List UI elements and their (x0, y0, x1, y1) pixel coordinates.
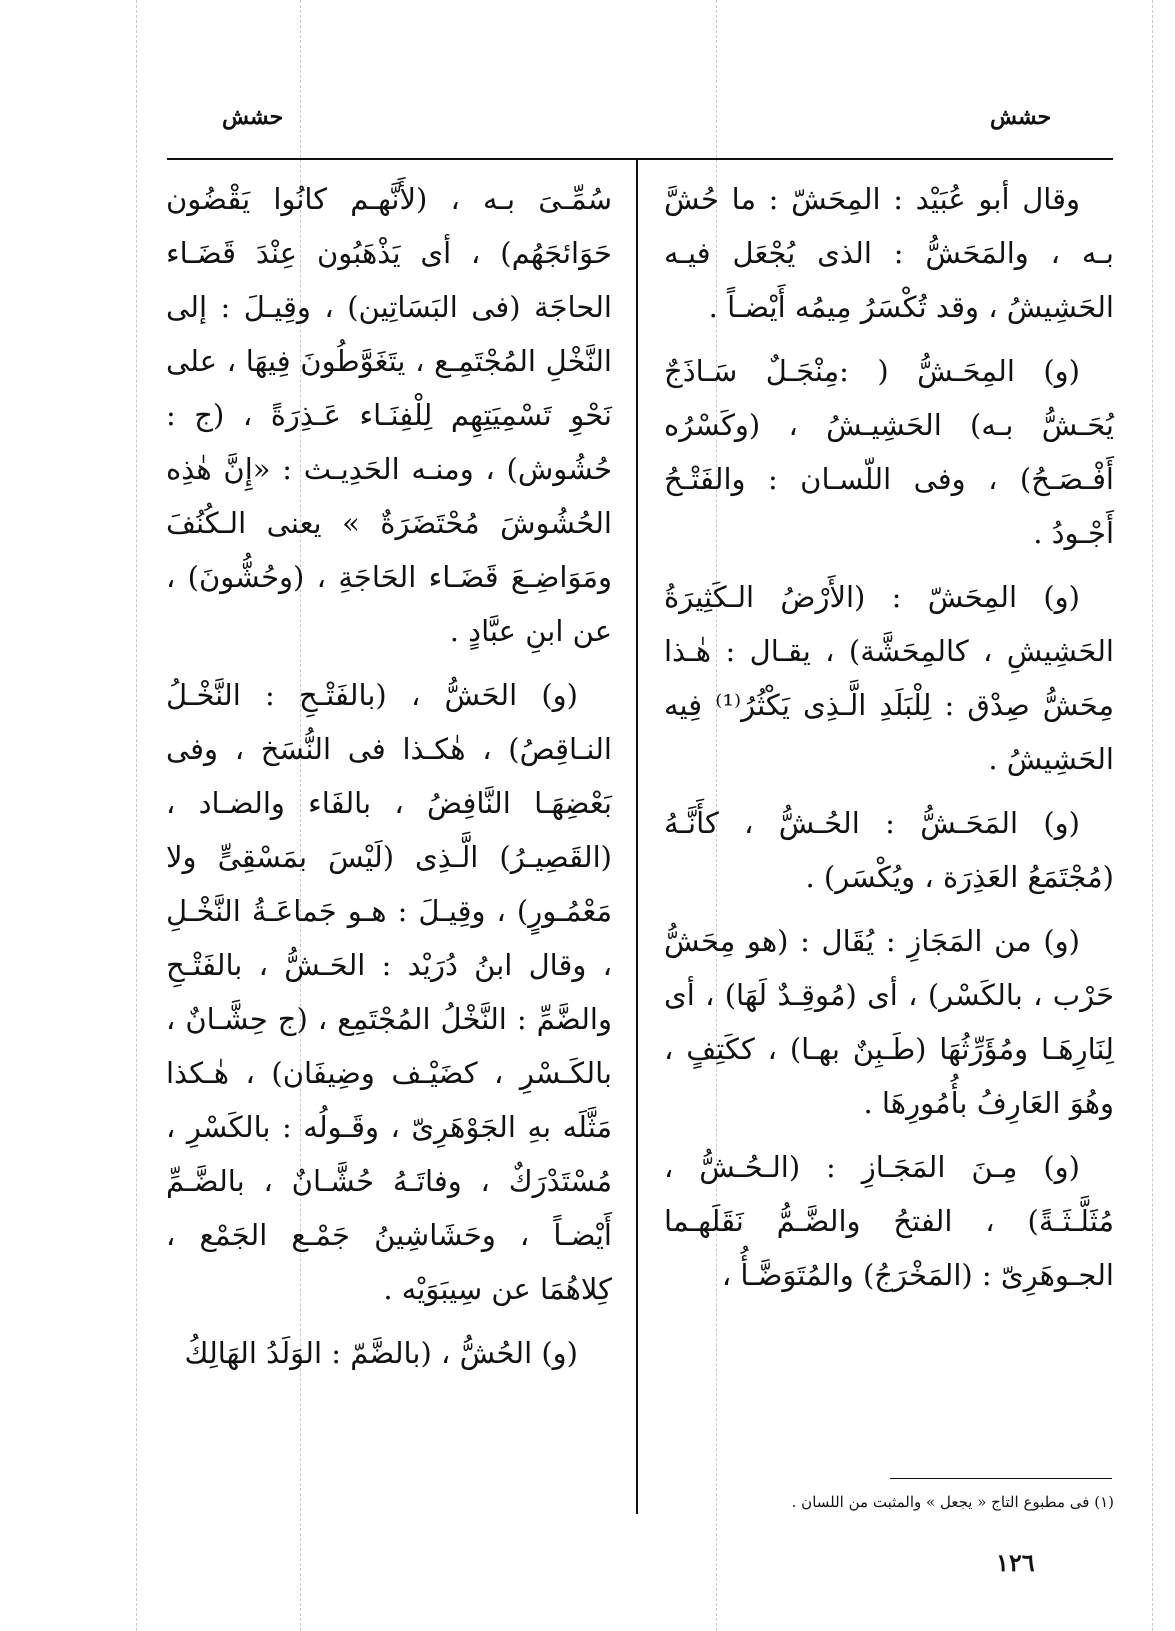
page-number: ١٢٦ (996, 1548, 1035, 1577)
entry-paragraph: (و) المِحَـشُّ ( :مِنْجَـلٌ سَـاذَجٌ يُحَـشُّ بـه) الحَشِيـشُ ، (وكَسْرُه أَفْـصَـحُ) ، وفى اللّسـان : والفَتْـحُ أَجْـودُ . (664, 354, 1114, 550)
right-column (664, 172, 1114, 1312)
entry-paragraph: وقال أبو عُبَيْد : المِحَشّ : ما حُشَّ بـه ، والمَحَشُّ : الذى يُجْعَل فيـه الحَشِيشُ ، وقد تُكْسَرُ مِيمُه أَيْضـاً . (664, 182, 1114, 324)
running-head-right: حشش (990, 104, 1052, 130)
entry-paragraph: (و) المَحَـشُّ : الحُـشُّ ، كأَنَّـهُ (مُجْتَمَعُ العَذِرَة ، ويُكْسَر) . (664, 806, 1114, 894)
entry-paragraph: (و) من المَجَازِ : يُقَال : (هو مِحَشُّ حَرْب ، بالكَسْر) ، أى (مُوقِـدٌ لَهَا) ، أى لِنَارِهَـا ومُؤَرِّثُهَا (طَـبِنٌ بهـا) ، ككَتِفٍ ، وهُوَ العَارِفُ بأُمُورِهَا . (664, 924, 1114, 1120)
entry-paragraph: (و) مِـنَ المَجَـازِ : (الـحُـشُّ ، مُثَلَّـثَـةً) ، الفتحُ والضَّـمُّ نَقَلَهـما الجـوهَرِىّ : (المَخْرَجُ) والمُتَوَضَّـأُ ، (664, 1150, 1114, 1292)
footnote: (١) فى مطبوع التاج « يجعل » والمثبت من اللسان . (791, 1493, 1114, 1511)
header-rule (167, 158, 1113, 160)
scan-guide-line (136, 0, 137, 1631)
scan-guide-line (1152, 0, 1153, 1631)
entry-paragraph: سُمِّـىَ بـه ، (لأَنَّهـم كانُوا يَقْضُون حَوَائجَهُم) ، أى يَذْهَبُون عِنْدَ قَضَـاء الحاجَة (فى البَسَاتِين) ، وقِيـلَ : إلى النَّخْلِ المُجْتَمِـع ، يتَغَوَّطُونَ فِيهَا ، على نَحْوِ تَسْمِيَتِهِم لِلْفِنَـاء عَـذِرَةً ، (ج : حُشُوش) ، ومنـه الحَدِيـث : «إِنَّ هٰذِه الحُشُوشَ مُحْتَضَرَةٌ » يعنى الـكُنُفَ ومَوَاضِـعَ قَضَـاء الحَاجَةِ ، (وحُشُّونَ) ، عن ابنِ عبَّادٍ . (166, 182, 612, 648)
entry-paragraph: (و) الحَشُّ ، (بالفَتْـحِ : النَّخْـلُ النـاقِصُ) ، هٰكـذا فى النُّسَخ ، وفى بَعْضِهَـا النَّافِضُ ، بالفَاء والضـاد ، (القَصِيـرُ) الَّـذِى (لَيْسَ بمَسْقِىٍّ ولا مَعْمُـورٍ) ، وقِيـلَ : هـو جَماعَـةُ النَّخْـلِ ، وقال ابنُ دُرَيْد : الحَـشُّ ، بالفَتْـحِ والضَّمِّ : النَّخْلُ المُجْتَمِع ، (ج حِشَّـانٌ ، بالكَـسْرِ ، كضَيْـف وضِيفَان) ، هٰـكذا مَثَّلَه بهِ الجَوْهَرِىّ ، وقَـولُه : بالكَسْرِ ، مُسْتَدْرَكٌ ، وفاتَـهُ حُشَّـانٌ ، بالضَّـمِّ أَيْضـاً ، وحَشَاشِينُ جَمْـع الجَمْع ، كِلاهُمَا عن سِيبَوَيْه . (166, 678, 612, 1306)
running-head-left: حشش (222, 104, 284, 130)
entry-paragraph: (و) المِحَشّ : (الأَرْضُ الـكَثِيرَةُ الحَشِيشِ ، كالمِحَشَّة) ، يقـال : هٰـذا مِحَشُّ صِدْق : لِلْبَلَدِ الَّـذِى يَكْثُرُ⁽¹⁾ فِيه الحَشِيشُ . (664, 580, 1114, 776)
left-column (166, 172, 612, 1390)
footnote-rule (890, 1478, 1112, 1479)
entry-paragraph: (و) الحُشُّ ، (بالضَّمّ : الوَلَدُ الهَالِكُ (184, 1336, 578, 1370)
column-divider (636, 158, 638, 1514)
